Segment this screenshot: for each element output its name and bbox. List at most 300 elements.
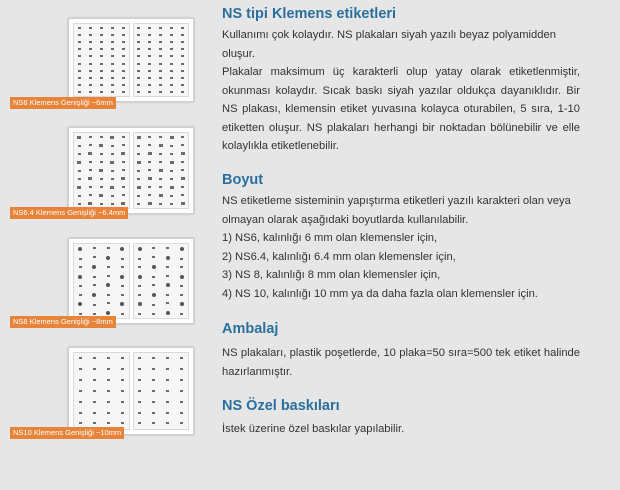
label-mark: [180, 390, 183, 392]
label-plate: [133, 243, 190, 319]
paragraph: Plakalar maksimum üç karakterli olup yatay olarak etiketlenmiştir, okunması kolaydır. Sıcak baskı siyah yazılar oldukça dayanıklıdır. Bir NS plakası, klemensin etiket yuvasına kolayca oturabilen, 5 sıra, 1-10 etiketten oluşur. NS plakaları herhangi bir noktadan bölünebilir ve elle kolaylıkla etiketlenebilir.: [222, 66, 580, 152]
label-mark: [181, 194, 184, 196]
label-mark: [122, 194, 125, 196]
label-column: [134, 24, 144, 96]
label-mark: [137, 170, 140, 172]
label-mark: [152, 422, 155, 424]
label-mark: [122, 136, 125, 138]
label-column: [167, 133, 177, 208]
label-column: [147, 244, 160, 318]
label-mark: [111, 91, 114, 93]
label-mark: [106, 311, 110, 315]
label-plates: [73, 243, 189, 319]
label-mark: [148, 84, 151, 86]
label-mark: [152, 390, 155, 392]
label-plate: [73, 23, 130, 97]
label-mark: [137, 70, 140, 72]
label-mark: [111, 55, 114, 57]
label-mark: [78, 145, 81, 147]
label-mark: [107, 412, 110, 414]
label-mark: [93, 357, 96, 359]
label-mark: [152, 293, 156, 297]
label-mark: [170, 77, 173, 79]
label-mark: [137, 34, 140, 36]
label-column: [102, 244, 115, 318]
label-mark: [100, 178, 103, 180]
label-mark: [148, 55, 151, 57]
label-mark: [111, 170, 114, 172]
label-mark: [170, 55, 173, 57]
label-mark: [152, 265, 156, 269]
label-mark: [138, 401, 141, 403]
label-mark: [121, 379, 124, 381]
label-mark: [107, 247, 110, 249]
label-mark: [122, 27, 125, 29]
label-mark: [137, 145, 140, 147]
label-mark: [89, 161, 92, 163]
label-mark: [181, 84, 184, 86]
label-column: [96, 24, 106, 96]
label-mark: [138, 379, 141, 381]
label-column: [178, 24, 188, 96]
label-mark: [93, 379, 96, 381]
label-mark: [110, 186, 114, 189]
label-mark: [166, 266, 169, 268]
label-mark: [88, 152, 92, 155]
list-item: 3) NS 8, kalınlığı 8 mm olan klemensler için,: [222, 269, 441, 281]
label-mark: [170, 136, 174, 139]
section-title-ozel-baski: NS Özel baskıları: [222, 398, 340, 414]
label-mark: [78, 275, 82, 279]
label-mark: [180, 357, 183, 359]
label-mark: [166, 390, 169, 392]
label-mark: [78, 34, 81, 36]
label-column: [74, 353, 87, 429]
section-title-ns-etiket: NS tipi Klemens etiketleri: [222, 6, 397, 22]
label-mark: [138, 258, 141, 260]
label-mark: [152, 276, 155, 278]
label-mark: [181, 70, 184, 72]
label-mark: [137, 195, 140, 197]
label-plate: [73, 352, 130, 430]
label-mark: [79, 258, 82, 260]
label-mark: [122, 91, 125, 93]
label-mark: [159, 203, 162, 205]
label-mark: [107, 390, 110, 392]
label-mark: [148, 41, 151, 43]
label-mark: [137, 161, 141, 164]
label-mark: [138, 368, 141, 370]
label-mark: [138, 390, 141, 392]
label-mark: [89, 186, 92, 188]
label-mark: [78, 41, 81, 43]
label-mark: [180, 258, 183, 260]
label-plates: [73, 23, 189, 97]
label-mark: [100, 186, 103, 188]
label-mark: [166, 368, 169, 370]
label-mark: [138, 247, 142, 251]
label-column: [161, 244, 174, 318]
label-mark: [121, 313, 124, 315]
label-column: [134, 353, 147, 429]
paragraph: Kullanımı çok kolaydır. NS plakaları siyah yazılı beyaz polyamidden oluşur.: [222, 29, 556, 60]
label-mark: [181, 63, 184, 65]
label-mark: [148, 91, 151, 93]
label-mark: [111, 70, 114, 72]
label-mark: [137, 27, 140, 29]
label-mark: [148, 144, 151, 146]
label-mark: [89, 169, 92, 171]
label-mark: [107, 368, 110, 370]
label-mark: [122, 161, 125, 163]
label-mark: [138, 357, 141, 359]
label-mark: [89, 84, 92, 86]
label-mark: [148, 27, 151, 29]
ns6-caption: NS6 Klemens Genişliği ~6mm: [10, 97, 116, 109]
label-mark: [79, 422, 82, 424]
label-mark: [122, 144, 125, 146]
label-mark: [122, 55, 125, 57]
label-mark: [152, 284, 155, 286]
label-mark: [111, 195, 114, 197]
paragraph: İstek üzerine özel baskılar yapılabilir.: [222, 423, 405, 435]
label-mark: [107, 422, 110, 424]
label-mark: [159, 136, 162, 138]
label-mark: [100, 84, 103, 86]
label-mark: [107, 302, 110, 304]
label-column: [156, 24, 166, 96]
label-mark: [138, 313, 141, 315]
label-mark: [159, 34, 162, 36]
label-mark: [100, 136, 103, 138]
label-mark: [78, 195, 81, 197]
label-mark: [159, 194, 163, 197]
label-mark: [122, 186, 125, 188]
label-mark: [138, 294, 141, 296]
label-mark: [138, 285, 141, 287]
label-mark: [152, 357, 155, 359]
label-mark: [111, 77, 114, 79]
label-mark: [181, 169, 184, 171]
label-mark: [78, 203, 81, 205]
label-mark: [170, 70, 173, 72]
label-mark: [180, 412, 183, 414]
label-mark: [78, 153, 81, 155]
list-item: 1) NS6, kalınlığı 6 mm olan klemensler için,: [222, 232, 438, 244]
label-mark: [88, 177, 92, 180]
label-mark: [100, 34, 103, 36]
label-mark: [111, 41, 114, 43]
label-mark: [99, 194, 103, 197]
label-mark: [99, 144, 103, 147]
label-mark: [181, 152, 185, 155]
label-column: [156, 133, 166, 208]
label-mark: [138, 275, 142, 279]
label-mark: [180, 422, 183, 424]
label-mark: [121, 294, 124, 296]
label-mark: [78, 77, 81, 79]
label-mark: [122, 34, 125, 36]
label-column: [145, 133, 155, 208]
section-body-boyut: [222, 192, 580, 303]
paragraph: NS etiketleme sisteminin yapıştırma etiketleri yazılı karakteri olan veya olmayan olarak aşağıdaki boyutlarda kullanılabilir.: [222, 195, 571, 226]
label-mark: [137, 48, 140, 50]
label-mark: [79, 401, 82, 403]
label-mark: [122, 77, 125, 79]
label-mark: [159, 48, 162, 50]
label-column: [107, 24, 117, 96]
label-mark: [122, 63, 125, 65]
label-column: [175, 244, 188, 318]
label-mark: [121, 177, 125, 180]
label-mark: [181, 91, 184, 93]
label-mark: [170, 161, 174, 164]
label-mark: [181, 34, 184, 36]
label-mark: [180, 294, 183, 296]
label-plates: [73, 132, 189, 209]
label-mark: [152, 304, 155, 306]
label-mark: [137, 77, 140, 79]
label-mark: [181, 186, 184, 188]
list-item: 2) NS6.4, kalınlığı 6.4 mm olan klemensler için,: [222, 250, 456, 263]
label-mark: [93, 247, 96, 249]
label-mark: [89, 41, 92, 43]
label-mark: [77, 136, 81, 139]
paragraph: NS plakaları, plastik poşetlerde, 10 plaka=50 sıra=500 tek etiket halinde hazırlanmıştır.: [222, 347, 580, 378]
label-column: [178, 133, 188, 208]
label-mark: [137, 84, 140, 86]
label-mark: [78, 70, 81, 72]
label-mark: [111, 153, 114, 155]
label-mark: [180, 313, 183, 315]
label-mark: [121, 258, 124, 260]
label-mark: [89, 70, 92, 72]
label-mark: [170, 27, 173, 29]
label-mark: [159, 55, 162, 57]
label-mark: [79, 266, 82, 268]
label-column: [175, 353, 188, 429]
label-mark: [77, 161, 81, 164]
label-mark: [170, 91, 173, 93]
label-mark: [166, 422, 169, 424]
label-mark: [100, 161, 103, 163]
list-item: 4) NS 10, kalınlığı 10 mm ya da daha fazla olan klemensler için.: [222, 287, 538, 300]
label-mark: [106, 283, 110, 287]
ns8-label-image: [68, 238, 194, 324]
label-mark: [78, 55, 81, 57]
label-mark: [78, 178, 81, 180]
label-mark: [181, 177, 185, 180]
label-mark: [93, 256, 96, 258]
label-mark: [148, 152, 152, 155]
label-mark: [89, 48, 92, 50]
label-column: [85, 24, 95, 96]
label-mark: [79, 412, 82, 414]
label-mark: [88, 202, 92, 205]
label-mark: [78, 91, 81, 93]
label-mark: [159, 77, 162, 79]
label-mark: [93, 422, 96, 424]
label-mark: [89, 144, 92, 146]
label-mark: [111, 84, 114, 86]
label-column: [167, 24, 177, 96]
label-mark: [100, 153, 103, 155]
label-mark: [170, 153, 173, 155]
label-mark: [180, 368, 183, 370]
ns10-caption: NS10 Klemens Genişliği ~10mm: [10, 427, 124, 439]
label-mark: [138, 302, 142, 306]
label-mark: [148, 169, 151, 171]
label-mark: [110, 136, 114, 139]
label-mark: [121, 401, 124, 403]
label-plate: [73, 243, 130, 319]
label-mark: [137, 91, 140, 93]
label-mark: [166, 311, 170, 315]
label-mark: [166, 302, 169, 304]
label-mark: [152, 412, 155, 414]
ns64-caption: NS6.4 Klemens Genişliği ~6.4mm: [10, 207, 128, 219]
label-mark: [79, 357, 82, 359]
label-mark: [159, 41, 162, 43]
label-column: [74, 133, 84, 208]
label-mark: [111, 27, 114, 29]
label-mark: [137, 178, 140, 180]
label-mark: [170, 63, 173, 65]
label-mark: [78, 48, 81, 50]
label-mark: [78, 247, 82, 251]
label-mark: [79, 313, 82, 315]
ns6-label-image: [68, 18, 194, 102]
label-mark: [148, 194, 151, 196]
label-mark: [181, 48, 184, 50]
label-mark: [93, 390, 96, 392]
label-mark: [181, 41, 184, 43]
label-column: [118, 133, 128, 208]
label-mark: [78, 63, 81, 65]
label-mark: [89, 55, 92, 57]
label-mark: [122, 48, 125, 50]
label-mark: [111, 48, 114, 50]
label-mark: [121, 152, 125, 155]
label-mark: [170, 170, 173, 172]
label-mark: [180, 266, 183, 268]
label-mark: [111, 34, 114, 36]
label-mark: [148, 77, 151, 79]
label-mark: [166, 294, 169, 296]
label-mark: [100, 27, 103, 29]
label-mark: [93, 412, 96, 414]
label-mark: [89, 27, 92, 29]
label-mark: [89, 91, 92, 93]
label-mark: [181, 161, 184, 163]
label-mark: [152, 313, 155, 315]
label-mark: [148, 177, 152, 180]
section-title-boyut: Boyut: [222, 172, 264, 188]
label-mark: [93, 304, 96, 306]
section-title-ambalaj: Ambalaj: [222, 321, 279, 337]
label-mark: [100, 203, 103, 205]
label-plate: [133, 23, 190, 97]
label-mark: [121, 422, 124, 424]
label-mark: [180, 401, 183, 403]
label-mark: [93, 368, 96, 370]
label-mark: [148, 63, 151, 65]
label-mark: [122, 84, 125, 86]
label-mark: [180, 275, 184, 279]
label-mark: [152, 379, 155, 381]
label-mark: [159, 144, 163, 147]
label-mark: [111, 145, 114, 147]
label-mark: [180, 285, 183, 287]
label-mark: [100, 63, 103, 65]
label-mark: [170, 48, 173, 50]
label-mark: [120, 275, 124, 279]
label-plate: [73, 132, 130, 209]
label-mark: [79, 390, 82, 392]
ns64-label-image: [68, 127, 194, 214]
section-body-ozel-baski: [222, 420, 580, 439]
label-mark: [93, 401, 96, 403]
label-mark: [170, 203, 173, 205]
label-column: [85, 133, 95, 208]
label-mark: [166, 357, 169, 359]
label-mark: [107, 401, 110, 403]
label-mark: [180, 247, 184, 251]
label-mark: [107, 357, 110, 359]
label-mark: [99, 169, 103, 172]
label-mark: [89, 136, 92, 138]
label-mark: [79, 379, 82, 381]
label-mark: [89, 194, 92, 196]
label-mark: [137, 41, 140, 43]
label-mark: [77, 186, 81, 189]
label-mark: [138, 422, 141, 424]
label-mark: [100, 48, 103, 50]
ns8-caption: NS8 Klemens Genişliği ~8mm: [10, 316, 116, 328]
label-mark: [148, 186, 151, 188]
label-mark: [78, 84, 81, 86]
label-mark: [121, 266, 124, 268]
label-column: [74, 244, 87, 318]
label-mark: [137, 203, 140, 205]
label-mark: [93, 313, 96, 315]
label-mark: [79, 294, 82, 296]
label-mark: [79, 368, 82, 370]
label-mark: [106, 256, 110, 260]
label-mark: [170, 178, 173, 180]
label-mark: [122, 70, 125, 72]
label-mark: [148, 70, 151, 72]
label-mark: [89, 77, 92, 79]
label-mark: [89, 34, 92, 36]
label-mark: [180, 302, 184, 306]
label-mark: [111, 178, 114, 180]
label-mark: [170, 84, 173, 86]
label-mark: [110, 161, 114, 164]
label-mark: [159, 153, 162, 155]
label-mark: [111, 203, 114, 205]
label-mark: [181, 144, 184, 146]
label-mark: [89, 63, 92, 65]
label-mark: [152, 401, 155, 403]
label-mark: [166, 401, 169, 403]
label-mark: [138, 266, 141, 268]
label-mark: [181, 202, 185, 205]
label-mark: [122, 41, 125, 43]
label-mark: [181, 77, 184, 79]
label-plates: [73, 352, 189, 430]
label-mark: [138, 412, 141, 414]
